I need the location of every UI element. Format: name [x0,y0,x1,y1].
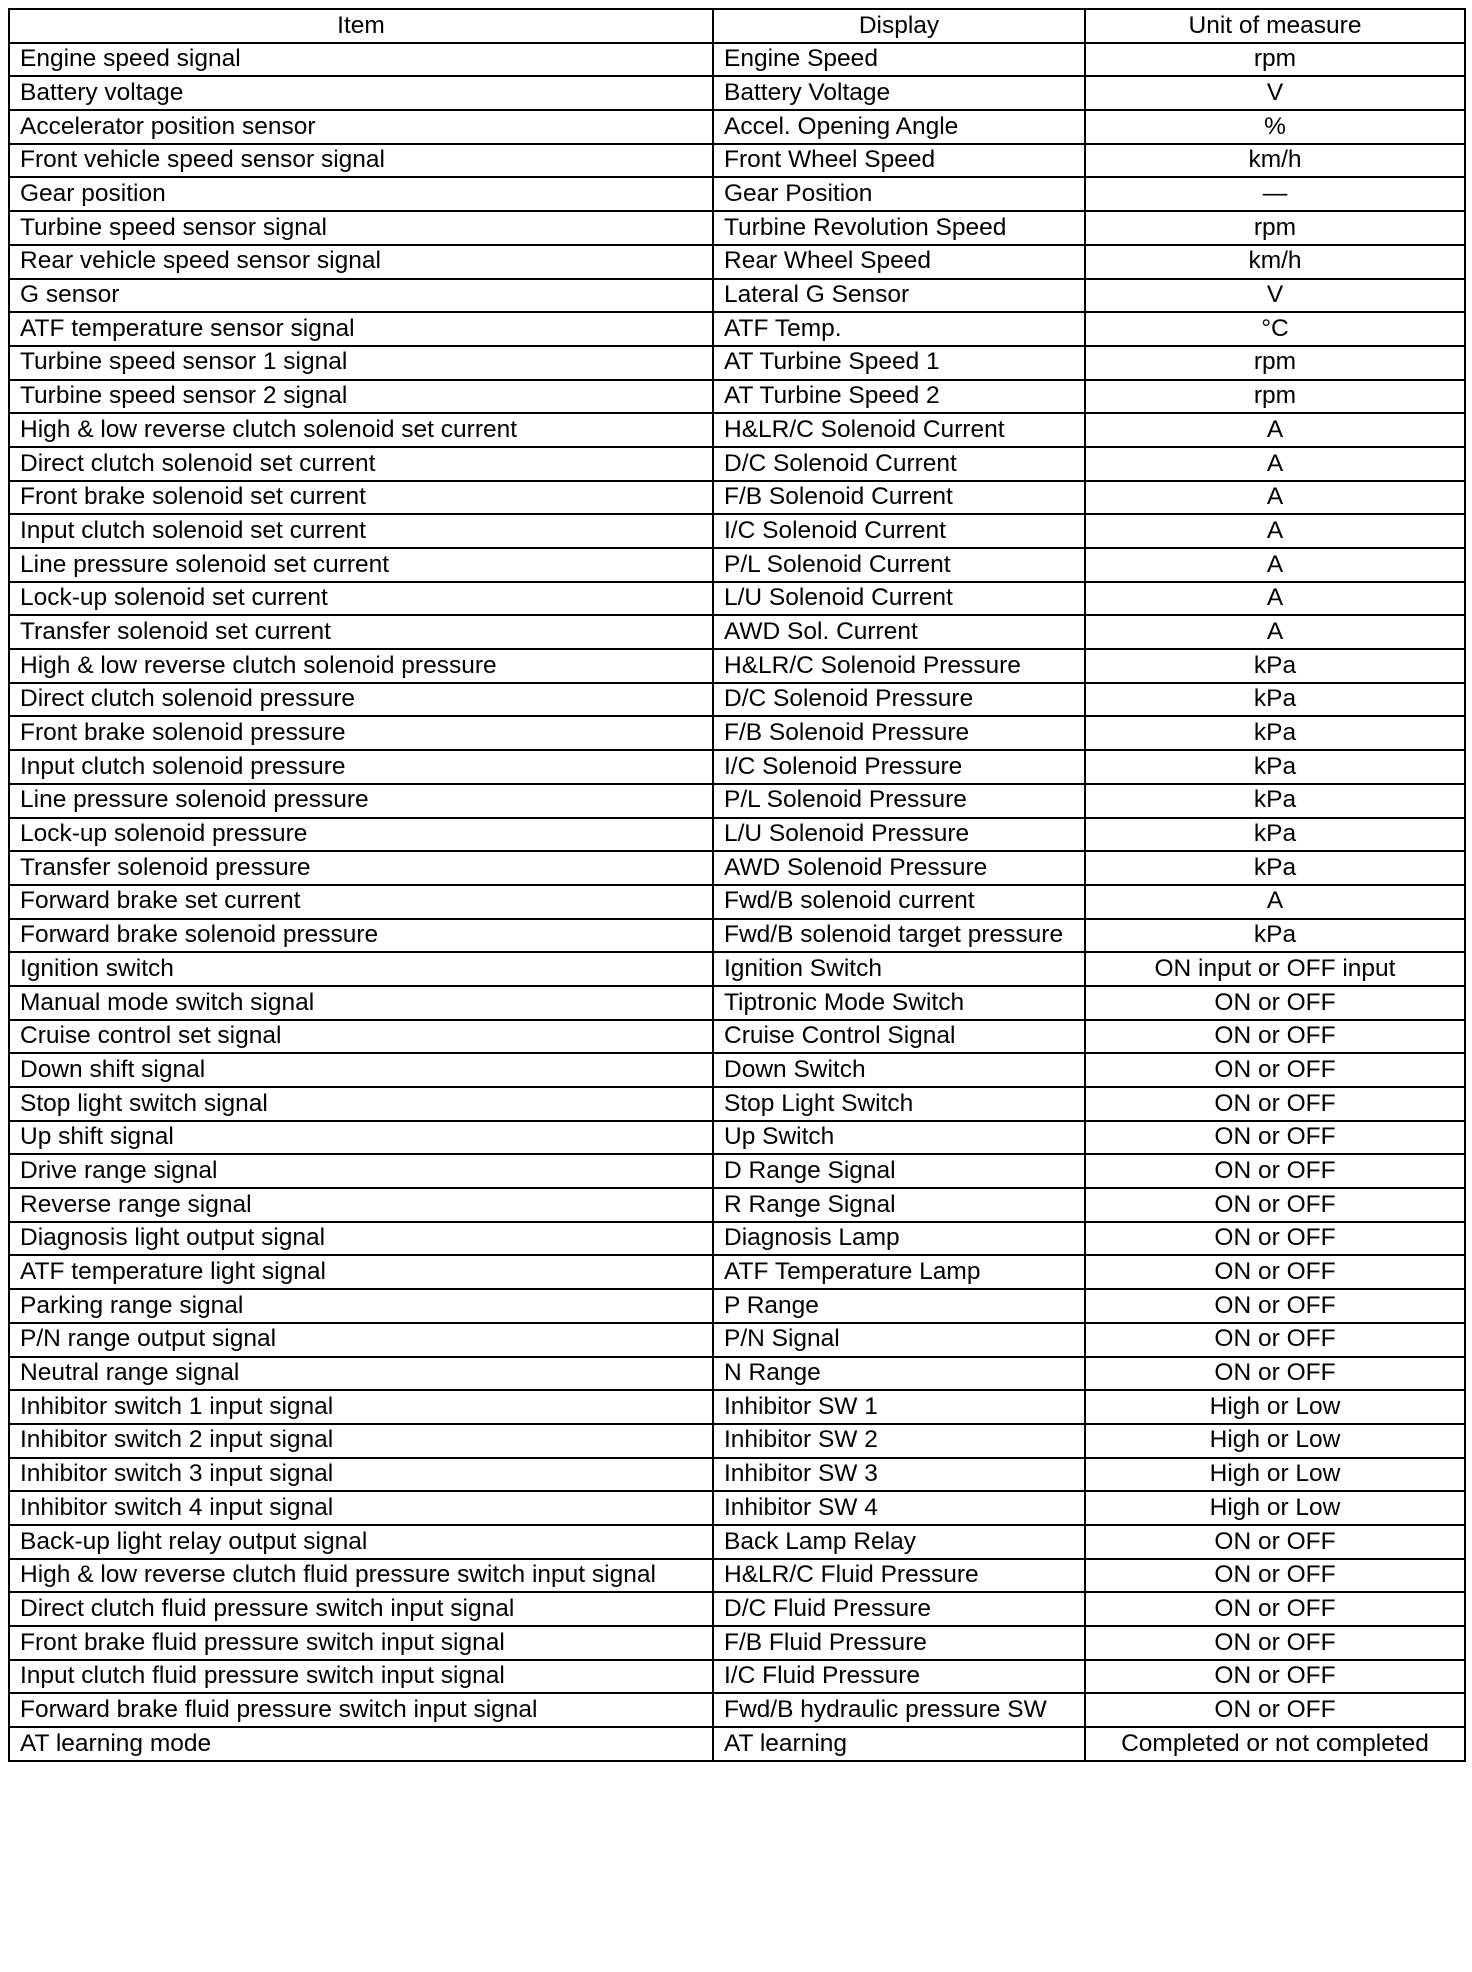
header-unit: Unit of measure [1085,9,1465,43]
cell-display: D Range Signal [713,1154,1085,1188]
cell-display: Inhibitor SW 4 [713,1491,1085,1525]
cell-item: Input clutch fluid pressure switch input signal [9,1660,713,1694]
cell-unit: ON or OFF [1085,1154,1465,1188]
table-row [9,1525,1465,1559]
table-row [9,1255,1465,1289]
cell-item: Direct clutch solenoid set current [9,447,713,481]
cell-item: Down shift signal [9,1053,713,1087]
cell-item: Inhibitor switch 1 input signal [9,1390,713,1424]
cell-display: D/C Fluid Pressure [713,1592,1085,1626]
cell-item: Lock-up solenoid pressure [9,818,713,852]
cell-display: Fwd/B hydraulic pressure SW [713,1693,1085,1727]
cell-display: D/C Solenoid Pressure [713,683,1085,717]
cell-item: Turbine speed sensor 1 signal [9,346,713,380]
cell-display: Tiptronic Mode Switch [713,986,1085,1020]
table-row [9,1121,1465,1155]
cell-display: Ignition Switch [713,952,1085,986]
cell-unit: kPa [1085,716,1465,750]
cell-display: Stop Light Switch [713,1087,1085,1121]
cell-unit: kPa [1085,851,1465,885]
cell-item: Inhibitor switch 2 input signal [9,1424,713,1458]
cell-item: Front vehicle speed sensor signal [9,144,713,178]
table-row [9,750,1465,784]
table-row [9,1592,1465,1626]
cell-unit: A [1085,413,1465,447]
cell-unit: High or Low [1085,1491,1465,1525]
cell-item: Stop light switch signal [9,1087,713,1121]
cell-display: F/B Solenoid Pressure [713,716,1085,750]
table-row [9,43,1465,77]
cell-item: Up shift signal [9,1121,713,1155]
cell-item: ATF temperature sensor signal [9,312,713,346]
cell-item: G sensor [9,279,713,313]
cell-display: H&LR/C Solenoid Pressure [713,649,1085,683]
cell-display: F/B Solenoid Current [713,481,1085,515]
table-row [9,211,1465,245]
cell-unit: V [1085,76,1465,110]
cell-unit: Completed or not completed [1085,1727,1465,1761]
cell-item: Diagnosis light output signal [9,1222,713,1256]
cell-unit: ON or OFF [1085,1020,1465,1054]
table-row [9,1559,1465,1593]
cell-unit: High or Low [1085,1458,1465,1492]
cell-display: R Range Signal [713,1188,1085,1222]
cell-item: Transfer solenoid pressure [9,851,713,885]
cell-item: Input clutch solenoid pressure [9,750,713,784]
table-row [9,1626,1465,1660]
cell-display: Fwd/B solenoid target pressure [713,919,1085,953]
data-monitor-table [8,8,1466,1762]
cell-display: Battery Voltage [713,76,1085,110]
table-row [9,144,1465,178]
table-row [9,481,1465,515]
cell-unit: A [1085,615,1465,649]
cell-item: Lock-up solenoid set current [9,582,713,616]
cell-item: Cruise control set signal [9,1020,713,1054]
cell-unit: V [1085,279,1465,313]
cell-unit: A [1085,548,1465,582]
table-row [9,1154,1465,1188]
cell-unit: — [1085,177,1465,211]
table-row [9,1390,1465,1424]
cell-unit: km/h [1085,245,1465,279]
cell-item: High & low reverse clutch fluid pressure switch input signal [9,1559,713,1593]
cell-item: AT learning mode [9,1727,713,1761]
cell-item: Manual mode switch signal [9,986,713,1020]
cell-display: L/U Solenoid Current [713,582,1085,616]
cell-unit: A [1085,885,1465,919]
cell-item: Back-up light relay output signal [9,1525,713,1559]
cell-unit: A [1085,514,1465,548]
cell-unit: A [1085,481,1465,515]
table-row [9,110,1465,144]
cell-item: Inhibitor switch 4 input signal [9,1491,713,1525]
table-row [9,1727,1465,1761]
cell-unit: rpm [1085,43,1465,77]
cell-display: AWD Solenoid Pressure [713,851,1085,885]
cell-item: Line pressure solenoid set current [9,548,713,582]
cell-display: Down Switch [713,1053,1085,1087]
cell-item: Rear vehicle speed sensor signal [9,245,713,279]
cell-unit: ON or OFF [1085,1357,1465,1391]
cell-unit: rpm [1085,211,1465,245]
cell-unit: kPa [1085,683,1465,717]
cell-unit: % [1085,110,1465,144]
table-row [9,716,1465,750]
cell-unit: A [1085,447,1465,481]
cell-item: Battery voltage [9,76,713,110]
cell-unit: ON or OFF [1085,986,1465,1020]
cell-item: Front brake solenoid pressure [9,716,713,750]
cell-item: Parking range signal [9,1289,713,1323]
cell-display: Rear Wheel Speed [713,245,1085,279]
cell-unit: A [1085,582,1465,616]
cell-unit: ON or OFF [1085,1188,1465,1222]
cell-display: Gear Position [713,177,1085,211]
cell-display: I/C Solenoid Current [713,514,1085,548]
cell-display: Accel. Opening Angle [713,110,1085,144]
table-row [9,413,1465,447]
cell-display: P/N Signal [713,1323,1085,1357]
cell-display: Front Wheel Speed [713,144,1085,178]
cell-unit: ON or OFF [1085,1693,1465,1727]
table-row [9,346,1465,380]
cell-item: P/N range output signal [9,1323,713,1357]
cell-display: AT Turbine Speed 2 [713,380,1085,414]
table-row [9,919,1465,953]
cell-unit: High or Low [1085,1390,1465,1424]
cell-item: High & low reverse clutch solenoid set current [9,413,713,447]
table-row [9,683,1465,717]
cell-display: Diagnosis Lamp [713,1222,1085,1256]
cell-item: ATF temperature light signal [9,1255,713,1289]
cell-display: Cruise Control Signal [713,1020,1085,1054]
cell-unit: ON or OFF [1085,1087,1465,1121]
header-item: Item [9,9,713,43]
table-row [9,1693,1465,1727]
cell-item: Gear position [9,177,713,211]
cell-item: Transfer solenoid set current [9,615,713,649]
cell-unit: ON or OFF [1085,1255,1465,1289]
cell-display: ATF Temperature Lamp [713,1255,1085,1289]
table-row [9,1188,1465,1222]
cell-item: Forward brake fluid pressure switch input signal [9,1693,713,1727]
table-row [9,952,1465,986]
cell-unit: kPa [1085,649,1465,683]
cell-item: Reverse range signal [9,1188,713,1222]
cell-unit: ON or OFF [1085,1053,1465,1087]
table-row [9,885,1465,919]
table-row [9,1323,1465,1357]
cell-display: Up Switch [713,1121,1085,1155]
table-row [9,784,1465,818]
cell-item: Direct clutch fluid pressure switch input signal [9,1592,713,1626]
table-row [9,1087,1465,1121]
cell-display: F/B Fluid Pressure [713,1626,1085,1660]
cell-display: P Range [713,1289,1085,1323]
table-row [9,380,1465,414]
table-row [9,312,1465,346]
cell-display: P/L Solenoid Current [713,548,1085,582]
cell-display: Lateral G Sensor [713,279,1085,313]
cell-unit: ON or OFF [1085,1525,1465,1559]
table-row [9,514,1465,548]
table-body [9,43,1465,1761]
cell-unit: kPa [1085,750,1465,784]
table-row [9,1289,1465,1323]
cell-unit: km/h [1085,144,1465,178]
cell-unit: ON or OFF [1085,1660,1465,1694]
cell-unit: ON or OFF [1085,1559,1465,1593]
cell-item: Front brake solenoid set current [9,481,713,515]
table-row [9,615,1465,649]
table-row [9,548,1465,582]
table-row [9,649,1465,683]
table-row [9,447,1465,481]
table-row [9,245,1465,279]
cell-display: P/L Solenoid Pressure [713,784,1085,818]
cell-display: H&LR/C Fluid Pressure [713,1559,1085,1593]
cell-unit: ON or OFF [1085,1592,1465,1626]
cell-item: Front brake fluid pressure switch input signal [9,1626,713,1660]
cell-unit: ON or OFF [1085,1323,1465,1357]
table-row [9,1053,1465,1087]
cell-display: AT learning [713,1727,1085,1761]
header-display: Display [713,9,1085,43]
cell-unit: ON or OFF [1085,1626,1465,1660]
cell-display: I/C Solenoid Pressure [713,750,1085,784]
cell-display: Back Lamp Relay [713,1525,1085,1559]
cell-item: High & low reverse clutch solenoid pressure [9,649,713,683]
table-row [9,1222,1465,1256]
cell-display: Inhibitor SW 2 [713,1424,1085,1458]
cell-unit: ON input or OFF input [1085,952,1465,986]
cell-item: Line pressure solenoid pressure [9,784,713,818]
cell-unit: ON or OFF [1085,1121,1465,1155]
table-row [9,986,1465,1020]
cell-item: Direct clutch solenoid pressure [9,683,713,717]
table-row [9,1491,1465,1525]
cell-item: Ignition switch [9,952,713,986]
table-row [9,177,1465,211]
cell-item: Forward brake solenoid pressure [9,919,713,953]
cell-unit: rpm [1085,346,1465,380]
cell-unit: kPa [1085,818,1465,852]
cell-display: I/C Fluid Pressure [713,1660,1085,1694]
table-row [9,1660,1465,1694]
cell-unit: ON or OFF [1085,1222,1465,1256]
cell-display: Engine Speed [713,43,1085,77]
cell-display: D/C Solenoid Current [713,447,1085,481]
table-row [9,851,1465,885]
cell-unit: High or Low [1085,1424,1465,1458]
cell-unit: kPa [1085,919,1465,953]
table-row [9,1458,1465,1492]
table-row [9,279,1465,313]
header-row [9,9,1465,43]
table-row [9,1424,1465,1458]
table-header [9,9,1465,43]
cell-display: Fwd/B solenoid current [713,885,1085,919]
cell-unit: kPa [1085,784,1465,818]
cell-display: H&LR/C Solenoid Current [713,413,1085,447]
table-row [9,76,1465,110]
table-row [9,1020,1465,1054]
cell-item: Neutral range signal [9,1357,713,1391]
cell-unit: ON or OFF [1085,1289,1465,1323]
cell-display: Turbine Revolution Speed [713,211,1085,245]
table-row [9,818,1465,852]
table-row [9,1357,1465,1391]
cell-item: Inhibitor switch 3 input signal [9,1458,713,1492]
cell-display: ATF Temp. [713,312,1085,346]
cell-unit: °C [1085,312,1465,346]
cell-item: Turbine speed sensor signal [9,211,713,245]
cell-item: Forward brake set current [9,885,713,919]
cell-unit: rpm [1085,380,1465,414]
cell-item: Drive range signal [9,1154,713,1188]
cell-item: Input clutch solenoid set current [9,514,713,548]
cell-item: Engine speed signal [9,43,713,77]
cell-item: Accelerator position sensor [9,110,713,144]
table-row [9,582,1465,616]
cell-display: N Range [713,1357,1085,1391]
cell-display: AWD Sol. Current [713,615,1085,649]
cell-display: L/U Solenoid Pressure [713,818,1085,852]
cell-display: Inhibitor SW 3 [713,1458,1085,1492]
cell-display: AT Turbine Speed 1 [713,346,1085,380]
cell-display: Inhibitor SW 1 [713,1390,1085,1424]
cell-item: Turbine speed sensor 2 signal [9,380,713,414]
